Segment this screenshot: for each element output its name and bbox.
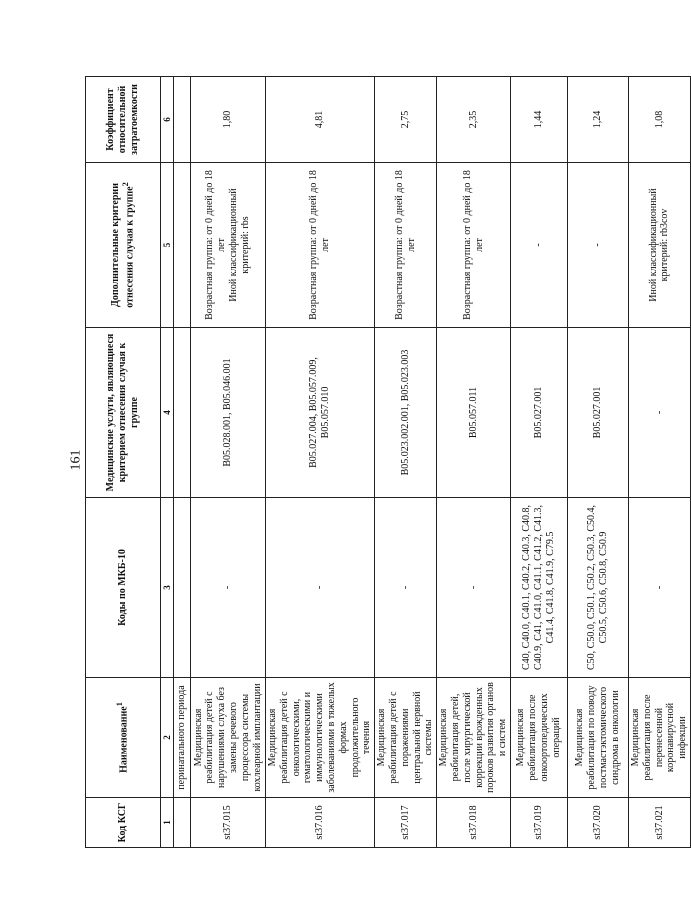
row-code: st37.021 [628,798,690,848]
row-services: B05.057.011 [437,328,511,498]
row-services: B05.028.001, B05.046.001 [191,328,266,498]
row-icd-codes: - [266,498,375,678]
col-number: 1 [161,798,174,848]
row-criteria: Иной классификационный критерий: rb3cov [628,163,690,328]
row-criteria: Возрастная группа: от 0 дней до 18 лет [437,163,511,328]
continuation-row [174,77,191,848]
row-coefficient: 4,81 [266,77,375,163]
rotated-table-wrapper [85,77,689,848]
row-name: Медицинская реабилитация детей с поражениями центральной нервной системы [375,678,437,798]
header-criteria-footnote: 2 [121,182,131,187]
row-services: B05.023.002.001, B05.023.003 [375,328,437,498]
row-code: st37.015 [191,798,266,848]
col-number: 6 [161,77,174,163]
header-name: Наименование$^1$ [86,678,161,798]
row-name: Медицинская реабилитация детей с нарушениями слуха без замены речевого процессора системы кохлеарной имплантации [191,678,266,798]
row-criteria: Возрастная группа: от 0 дней до 18 лет [266,163,375,328]
row-code: st37.016 [266,798,375,848]
header-services: Медицинские услуги, являющиеся критерием отнесения случая к группе [86,328,161,498]
row-coefficient: 2,75 [375,77,437,163]
header-name-footnote: 1 [115,702,125,707]
row-criteria: - [510,163,567,328]
table-cell [174,328,191,498]
row-icd-codes: C50, C50.0, C50.1, C50.2, C50.3, C50.4, C50.5, C50.6, C50.8, C50.9 [567,498,628,678]
row-icd-codes: - [628,498,690,678]
row-code: st37.017 [375,798,437,848]
row-name: Медицинская реабилитация после онкоортопедических операций [510,678,567,798]
header-coefficient: Коэффициент относительной затратоемкости [86,77,161,163]
table-row [437,77,511,848]
row-name: Медицинская реабилитация детей, после хирургической коррекции врожденных пороков развития органов и систем [437,678,511,798]
row-name: Медицинская реабилитация детей с онкологическими, гематологическими и иммунологическими заболеваниями в тяжелых формах продолжительного течения [266,678,375,798]
row-icd-codes: C40, C40.0, C40.1, C40.2, C40.3, C40.8, C40.9, C41, C41.0, C41.1, C41.2, C41.3, C41.4, C41.8, C41.9, C79.5 [510,498,567,678]
table-cell [174,798,191,848]
row-name: Медицинская реабилитация по поводу постмастэктомического синдрома в онкологии [567,678,628,798]
table-cell [174,77,191,163]
col-number: 3 [161,498,174,678]
col-number: 5 [161,163,174,328]
table-cell [174,498,191,678]
row-name: Медицинская реабилитация после перенесенной коронавирусной инфекции [628,678,690,798]
table-row [510,77,567,848]
table-row [191,77,266,848]
column-numbers-row [161,77,174,848]
row-code: st37.019 [510,798,567,848]
row-code: st37.020 [567,798,628,848]
row-coefficient: 1,80 [191,77,266,163]
row-code: st37.018 [437,798,511,848]
row-services: B05.027.001 [510,328,567,498]
row-coefficient: 1,44 [510,77,567,163]
header-row [86,77,161,848]
page-number-text: 161 [68,449,83,471]
header-criteria: Дополнительные критерии отнесения случая к группе$^2$ [86,163,161,328]
header-icd: Коды по МКБ-10 [86,498,161,678]
table-row [567,77,628,848]
col-number: 4 [161,328,174,498]
row-criteria: Возрастная группа: от 0 дней до 18 лет Иной классификационный критерий: rbs [191,163,266,328]
row-coefficient: 1,08 [628,77,690,163]
row-icd-codes: - [375,498,437,678]
row-services: - [628,328,690,498]
table-cell [174,163,191,328]
row-icd-codes: - [437,498,511,678]
continuation-text: перинатального периода [174,678,191,798]
table-row [628,77,690,848]
row-services: B05.027.001 [567,328,628,498]
ksg-table [85,76,691,848]
table-body [174,77,691,848]
row-criteria: Возрастная группа: от 0 дней до 18 лет [375,163,437,328]
row-coefficient: 2,35 [437,77,511,163]
row-services: B05.027.004, B05.057.009, B05.057.010 [266,328,375,498]
row-criteria: - [567,163,628,328]
table-row [375,77,437,848]
row-coefficient: 1,24 [567,77,628,163]
row-icd-codes: - [191,498,266,678]
header-code: Код КСГ [86,798,161,848]
col-number: 2 [161,678,174,798]
table-row [266,77,375,848]
